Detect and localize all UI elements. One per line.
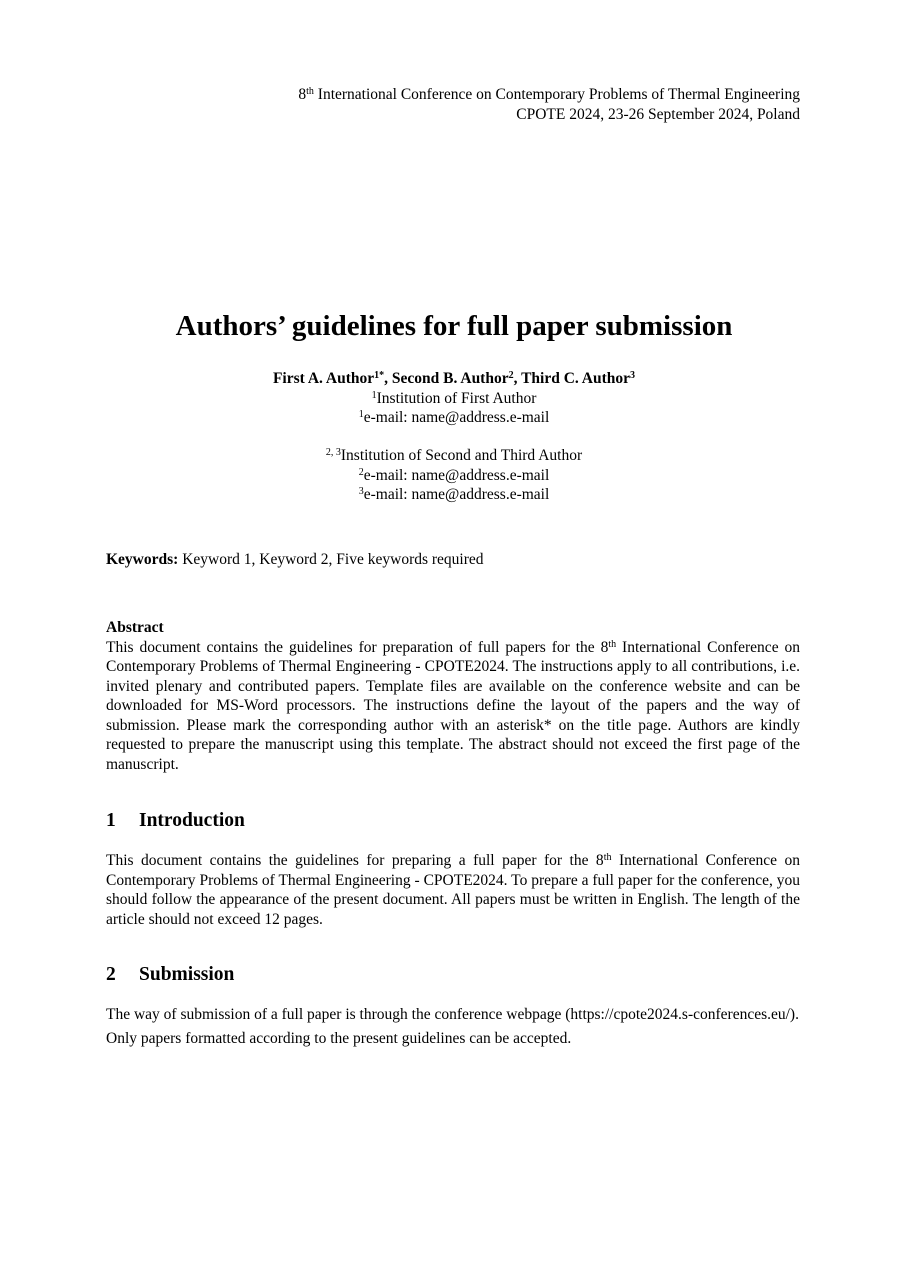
section-1-title: Introduction [139, 810, 245, 831]
section-1-heading [106, 808, 245, 834]
abstract-section [106, 618, 800, 774]
author-list: First A. Author$^{1*}$, Second B. Author$^2$, Third C. Author$^3$ [272, 370, 636, 387]
running-header [298, 85, 800, 124]
section-1-number: 1 [106, 810, 116, 831]
affiliation-1: $^1$Institution of First Author [371, 389, 537, 407]
section-2-paragraph-1: The way of submission of a full paper is through the conference webpage (https://cpote2024.s-conferences.eu/). [106, 1006, 799, 1023]
conference-name: 8th International Conference on Contemporary Problems of Thermal Engineering [298, 86, 800, 103]
section-2-title: Submission [139, 964, 235, 985]
keywords [106, 550, 484, 570]
keywords-text: Keyword 1, Keyword 2, Five keywords required [178, 551, 484, 568]
section-2-heading [106, 962, 234, 988]
email-2: $^2$e-mail: name@address.e-mail [358, 466, 550, 484]
abstract-text: This document contains the guidelines for preparation of full papers for the 8th International Conference on Contemporary Problems of Thermal Engineering - CPOTE2024. The instructions apply to all contributions, i.e. invited plenary and contributed papers. Template files are available on the conference website and can be downloaded for MS-Word processors. The instructions define the layout of the papers and the way of submission. Please mark the corresponding author with an asterisk* on the title page. Authors are kindly requested to prepare the manuscript using this template. The abstract should not exceed the first page of the manuscript. [106, 638, 800, 773]
author-block [0, 369, 908, 428]
paper-title: Authors’ guidelines for full paper submission [175, 310, 733, 342]
section-2-paragraph-2: Only papers formatted according to the present guidelines can be accepted. [106, 1029, 572, 1047]
affiliation-block-2 [0, 446, 908, 505]
abstract-heading: Abstract [106, 619, 164, 636]
email-3: $^3$e-mail: name@address.e-mail [358, 486, 550, 503]
section-2-body [106, 1005, 800, 1048]
affiliation-2: $^{2, 3}$Institution of Second and Third Author [325, 447, 583, 464]
email-1: $^1$e-mail: name@address.e-mail [358, 409, 550, 426]
section-2-number: 2 [106, 964, 116, 985]
section-1-body [106, 851, 800, 929]
conference-date-location: CPOTE 2024, 23-26 September 2024, Poland [516, 105, 800, 123]
section-1-paragraph: This document contains the guidelines for preparing a full paper for the 8th International Conference on Contemporary Problems of Thermal Engineering - CPOTE2024. To prepare a full paper for the conference, you should follow the appearance of the present document. All papers must be written in English. The length of the article should not exceed 12 pages. [106, 852, 800, 928]
keywords-label: Keywords: [106, 551, 179, 568]
